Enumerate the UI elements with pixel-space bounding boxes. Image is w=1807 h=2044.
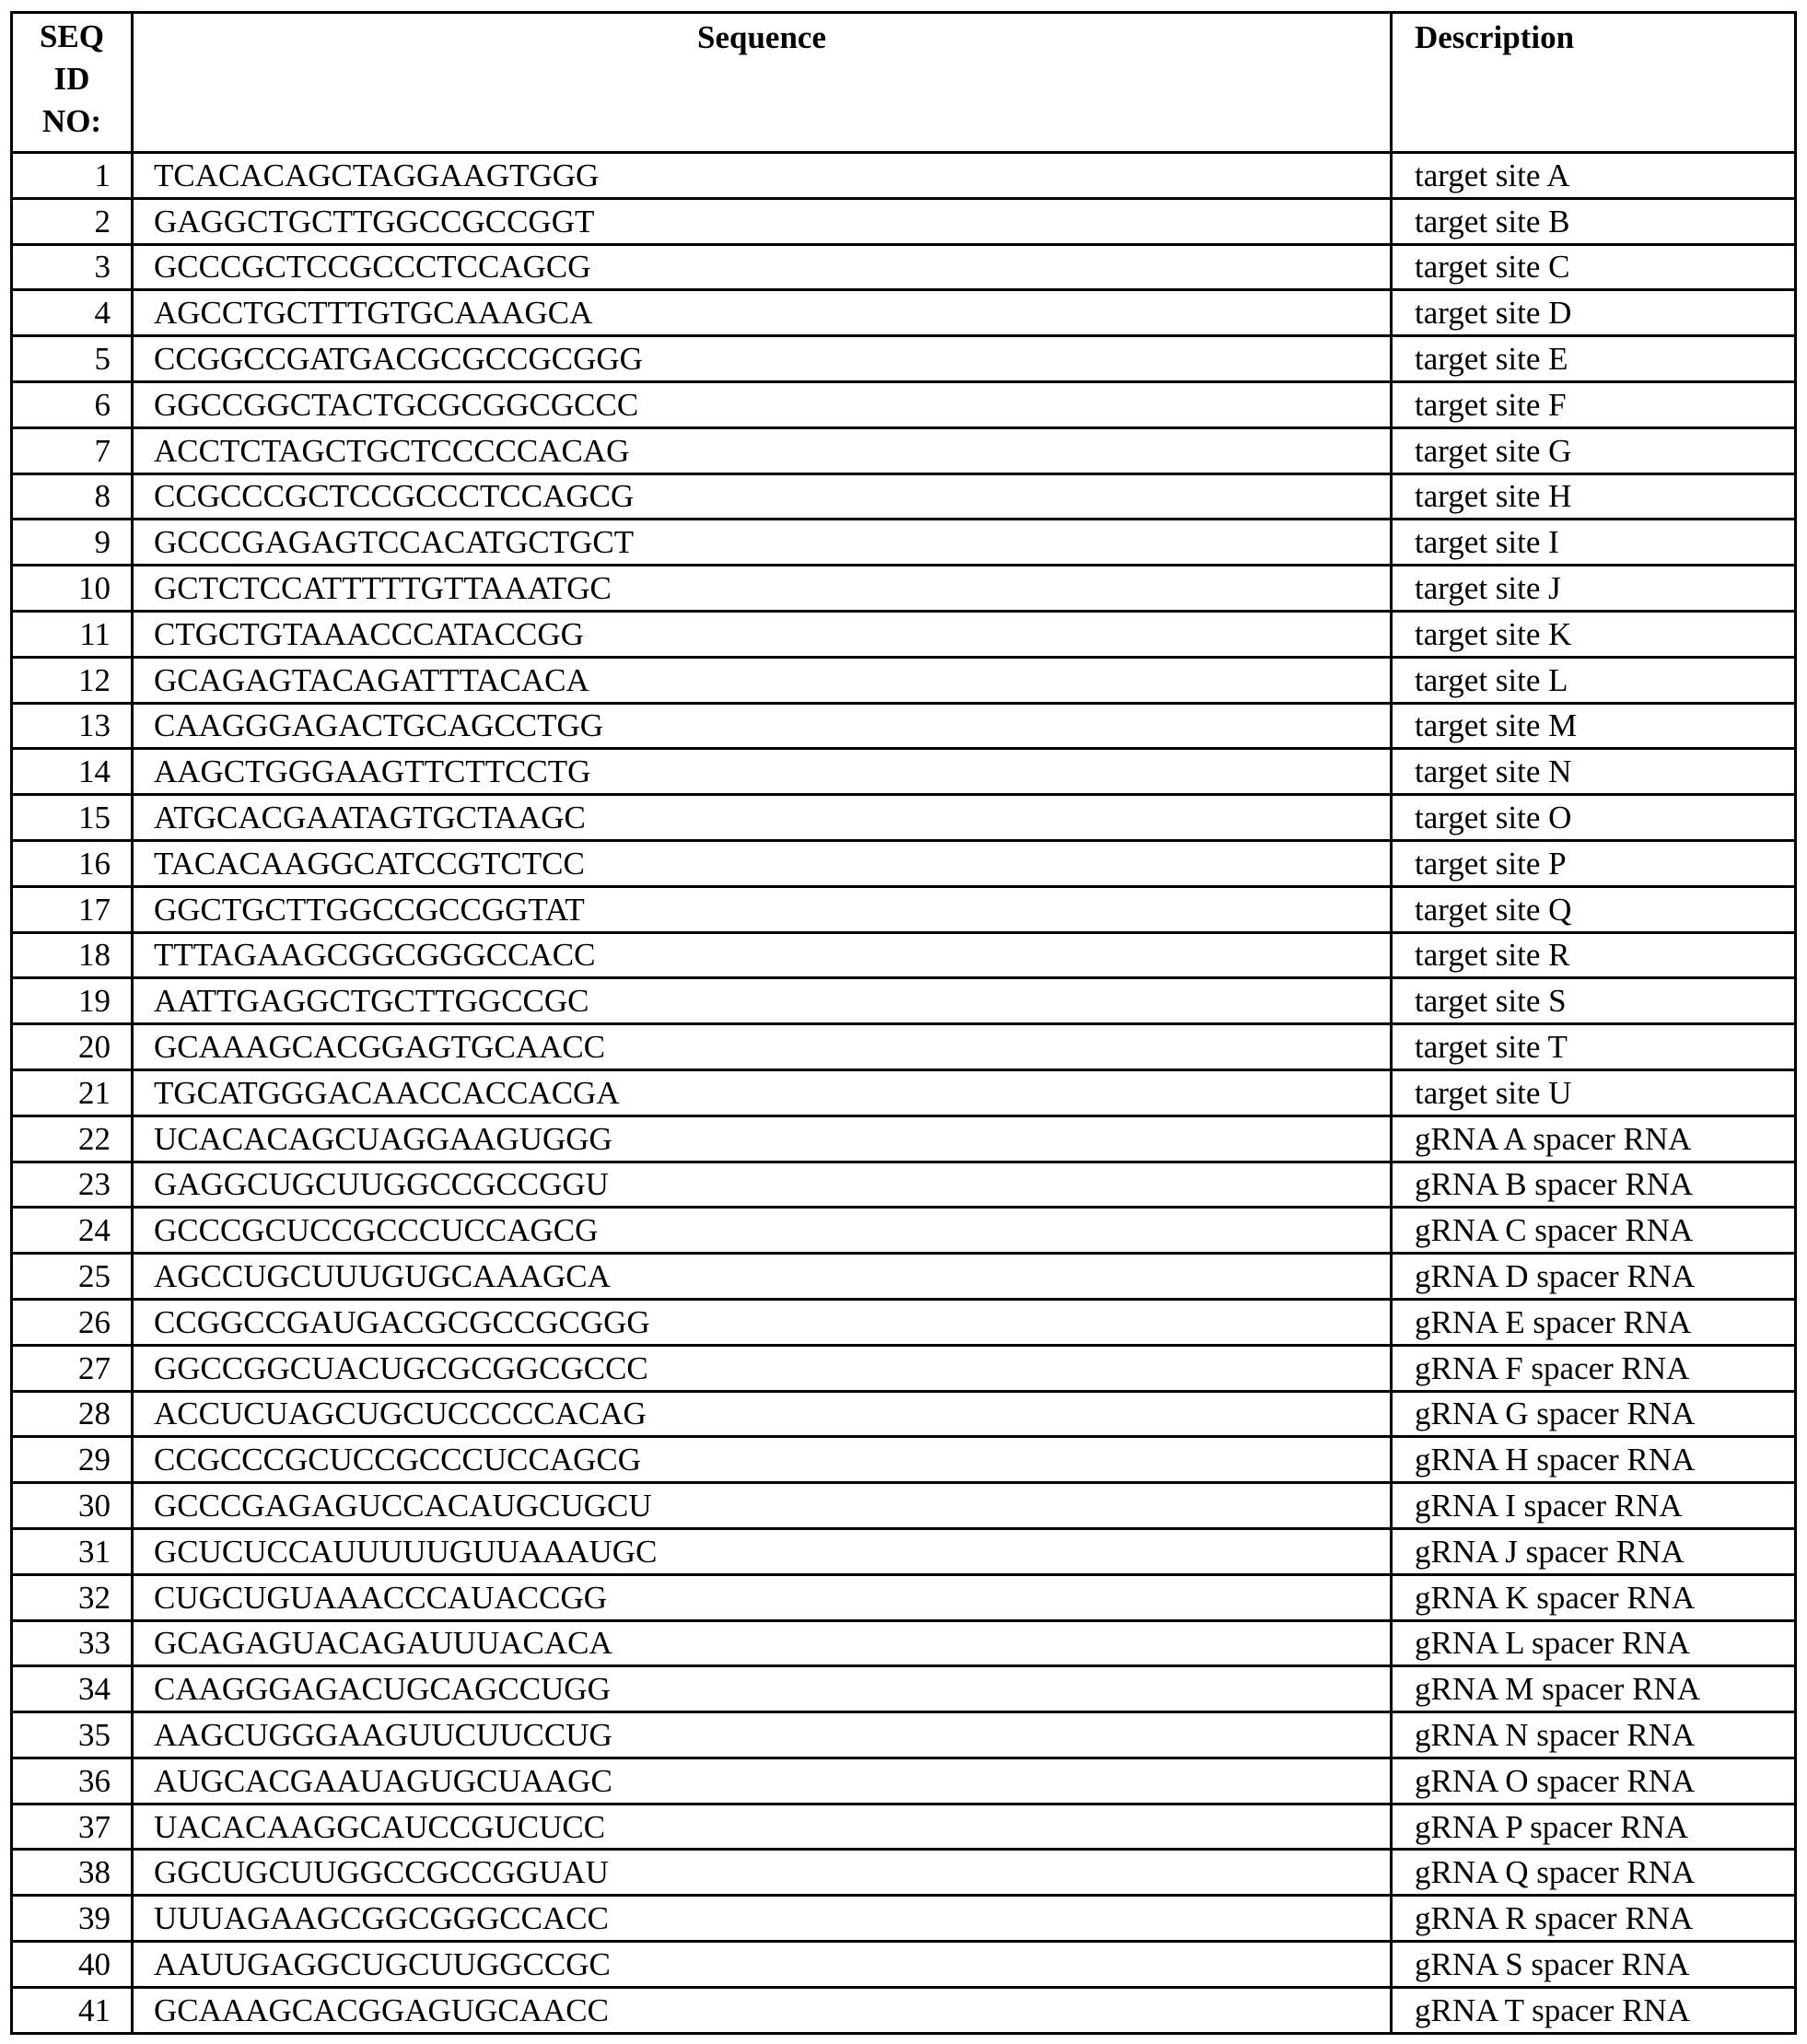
description-cell: gRNA B spacer RNA [1392,1162,1796,1208]
table-row [12,1483,1796,1529]
sequence-cell: CCGGCCGAUGACGCGCCGCGGG [133,1299,1392,1345]
description-cell: target site T [1392,1024,1796,1070]
description-cell: gRNA O spacer RNA [1392,1758,1796,1804]
table-row [12,1115,1796,1162]
table-row [12,886,1796,932]
sequence-cell: AGCCTGCTTTGTGCAAAGCA [133,290,1392,336]
description-cell: gRNA P spacer RNA [1392,1804,1796,1850]
sequence-cell: GCAGAGTACAGATTTACACA [133,657,1392,703]
table-row [12,1804,1796,1850]
table-body [12,153,1796,2034]
description-cell: target site G [1392,427,1796,473]
description-cell: target site A [1392,153,1796,199]
sequence-cell: GGCUGCUUGGCCGCCGGUAU [133,1850,1392,1896]
description-cell: target site F [1392,381,1796,427]
description-cell: gRNA F spacer RNA [1392,1345,1796,1391]
table-header [12,13,1796,153]
seq-id-cell: 23 [12,1162,133,1208]
description-cell: target site I [1392,520,1796,566]
seq-id-cell: 4 [12,290,133,336]
description-cell: gRNA I spacer RNA [1392,1483,1796,1529]
seq-id-cell: 29 [12,1437,133,1483]
seq-id-cell: 24 [12,1208,133,1254]
header-seq-id-line-2: ID [53,61,90,97]
seq-id-cell: 36 [12,1758,133,1804]
sequence-cell: GGCCGGCTACTGCGCGGCGCCC [133,381,1392,427]
description-cell: target site L [1392,657,1796,703]
seq-id-cell: 26 [12,1299,133,1345]
sequence-cell: UACACAAGGCAUCCGUCUCC [133,1804,1392,1850]
sequence-cell: CCGCCCGCUCCGCCCUCCAGCG [133,1437,1392,1483]
sequence-cell: UUUAGAAGCGGCGGGCCACC [133,1896,1392,1942]
seq-id-cell: 10 [12,566,133,612]
seq-id-cell: 40 [12,1942,133,1988]
seq-id-cell: 1 [12,153,133,199]
seq-id-cell: 28 [12,1391,133,1437]
sequence-cell: ATGCACGAATAGTGCTAAGC [133,795,1392,841]
table-row [12,703,1796,749]
sequence-cell: AATTGAGGCTGCTTGGCCGC [133,978,1392,1024]
seq-id-cell: 39 [12,1896,133,1942]
seq-id-cell: 27 [12,1345,133,1391]
sequence-cell: GGCTGCTTGGCCGCCGGTAT [133,886,1392,932]
table-row [12,1437,1796,1483]
table-row [12,290,1796,336]
sequence-cell: ACCUCUAGCUGCUCCCCCACAG [133,1391,1392,1437]
description-cell: target site E [1392,336,1796,382]
header-description: Description [1392,13,1796,153]
table-row [12,1987,1796,2033]
table-row [12,1208,1796,1254]
seq-id-cell: 13 [12,703,133,749]
sequence-cell: CAAGGGAGACUGCAGCCUGG [133,1666,1392,1712]
seq-id-cell: 9 [12,520,133,566]
seq-id-cell: 21 [12,1069,133,1115]
seq-id-cell: 5 [12,336,133,382]
seq-id-cell: 20 [12,1024,133,1070]
sequence-cell: GAGGCUGCUUGGCCGCCGGU [133,1162,1392,1208]
description-cell: gRNA D spacer RNA [1392,1254,1796,1300]
table-row [12,473,1796,520]
seq-id-cell: 6 [12,381,133,427]
seq-id-cell: 14 [12,749,133,795]
header-seq-id-line-3: NO: [41,103,102,139]
seq-id-cell: 33 [12,1620,133,1666]
seq-id-cell: 18 [12,932,133,978]
seq-id-cell: 2 [12,198,133,244]
seq-id-cell: 25 [12,1254,133,1300]
description-cell: target site S [1392,978,1796,1024]
sequence-cell: TGCATGGGACAACCACCACGA [133,1069,1392,1115]
table-row [12,336,1796,382]
sequence-cell: CTGCTGTAAACCCATACCGG [133,611,1392,657]
sequence-cell: AGCCUGCUUUGUGCAAAGCA [133,1254,1392,1300]
table-row [12,381,1796,427]
sequence-cell: CUGCUGUAAACCCAUACCGG [133,1574,1392,1620]
table-row [12,932,1796,978]
table-row [12,1391,1796,1437]
table-row [12,153,1796,199]
table-row [12,1850,1796,1896]
sequence-cell: CCGGCCGATGACGCGCCGCGGG [133,336,1392,382]
seq-id-cell: 37 [12,1804,133,1850]
description-cell: target site J [1392,566,1796,612]
description-cell: target site U [1392,1069,1796,1115]
description-cell: gRNA Q spacer RNA [1392,1850,1796,1896]
table-row [12,1758,1796,1804]
sequence-cell: AAUUGAGGCUGCUUGGCCGC [133,1942,1392,1988]
seq-id-cell: 32 [12,1574,133,1620]
description-cell: target site Q [1392,886,1796,932]
table-row [12,1069,1796,1115]
header-seq-id-no [12,13,133,153]
sequence-cell: AUGCACGAAUAGUGCUAAGC [133,1758,1392,1804]
sequence-cell: GCAAAGCACGGAGUGCAACC [133,1987,1392,2033]
description-cell: gRNA T spacer RNA [1392,1987,1796,2033]
table-row [12,520,1796,566]
table-row [12,1712,1796,1758]
description-cell: gRNA H spacer RNA [1392,1437,1796,1483]
table-row [12,657,1796,703]
sequence-cell: CCGCCCGCTCCGCCCTCCAGCG [133,473,1392,520]
sequence-cell: GAGGCTGCTTGGCCGCCGGT [133,198,1392,244]
description-cell: gRNA K spacer RNA [1392,1574,1796,1620]
header-sequence: Sequence [133,13,1392,153]
table-row [12,566,1796,612]
description-cell: gRNA J spacer RNA [1392,1528,1796,1574]
seq-id-cell: 19 [12,978,133,1024]
sequence-cell: GCUCUCCAUUUUUGUUAAAUGC [133,1528,1392,1574]
sequence-cell: GCCCGAGAGTCCACATGCTGCT [133,520,1392,566]
table-row [12,611,1796,657]
description-cell: gRNA A spacer RNA [1392,1115,1796,1162]
description-cell: target site R [1392,932,1796,978]
description-cell: gRNA L spacer RNA [1392,1620,1796,1666]
sequence-cell: GCCCGAGAGUCCACAUGCUGCU [133,1483,1392,1529]
description-cell: target site N [1392,749,1796,795]
sequence-cell: CAAGGGAGACTGCAGCCTGG [133,703,1392,749]
sequence-cell: ACCTCTAGCTGCTCCCCCACAG [133,427,1392,473]
description-cell: target site D [1392,290,1796,336]
table-row [12,1574,1796,1620]
description-cell: target site M [1392,703,1796,749]
table-row [12,840,1796,886]
description-cell: target site K [1392,611,1796,657]
description-cell: target site O [1392,795,1796,841]
sequence-table [10,11,1797,2035]
table-row [12,244,1796,290]
sequence-cell: UCACACAGCUAGGAAGUGGG [133,1115,1392,1162]
seq-id-cell: 12 [12,657,133,703]
seq-id-cell: 38 [12,1850,133,1896]
seq-id-cell: 22 [12,1115,133,1162]
seq-id-cell: 35 [12,1712,133,1758]
seq-id-cell: 16 [12,840,133,886]
seq-id-cell: 30 [12,1483,133,1529]
table-row [12,1942,1796,1988]
table-row [12,978,1796,1024]
table-row [12,1024,1796,1070]
table-row [12,198,1796,244]
table-row [12,1528,1796,1574]
table-row [12,1162,1796,1208]
seq-id-cell: 15 [12,795,133,841]
description-cell: gRNA G spacer RNA [1392,1391,1796,1437]
sequence-cell: GGCCGGCUACUGCGCGGCGCCC [133,1345,1392,1391]
table-row [12,1620,1796,1666]
sequence-cell: TCACACAGCTAGGAAGTGGG [133,153,1392,199]
header-row [12,13,1796,153]
description-cell: target site P [1392,840,1796,886]
seq-id-cell: 11 [12,611,133,657]
sequence-cell: TACACAAGGCATCCGTCTCC [133,840,1392,886]
sequence-cell: AAGCUGGGAAGUUCUUCCUG [133,1712,1392,1758]
description-cell: gRNA C spacer RNA [1392,1208,1796,1254]
table-row [12,427,1796,473]
table-row [12,1896,1796,1942]
header-seq-id-line-1: SEQ [39,18,105,54]
sequence-cell: AAGCTGGGAAGTTCTTCCTG [133,749,1392,795]
description-cell: gRNA M spacer RNA [1392,1666,1796,1712]
sequence-cell: GCCCGCUCCGCCCUCCAGCG [133,1208,1392,1254]
table-row [12,1666,1796,1712]
sequence-cell: GCCCGCTCCGCCCTCCAGCG [133,244,1392,290]
description-cell: gRNA S spacer RNA [1392,1942,1796,1988]
seq-id-cell: 17 [12,886,133,932]
sequence-cell: GCAAAGCACGGAGTGCAACC [133,1024,1392,1070]
seq-id-cell: 34 [12,1666,133,1712]
seq-id-cell: 8 [12,473,133,520]
table-row [12,749,1796,795]
table-row [12,1345,1796,1391]
sequence-cell: GCTCTCCATTTTTGTTAAATGC [133,566,1392,612]
description-cell: gRNA R spacer RNA [1392,1896,1796,1942]
table-row [12,795,1796,841]
description-cell: target site C [1392,244,1796,290]
table-row [12,1254,1796,1300]
seq-id-cell: 7 [12,427,133,473]
seq-id-cell: 3 [12,244,133,290]
table-row [12,1299,1796,1345]
description-cell: gRNA N spacer RNA [1392,1712,1796,1758]
description-cell: gRNA E spacer RNA [1392,1299,1796,1345]
seq-id-cell: 31 [12,1528,133,1574]
description-cell: target site H [1392,473,1796,520]
sequence-cell: TTTAGAAGCGGCGGGCCACC [133,932,1392,978]
sequence-cell: GCAGAGUACAGAUUUACACA [133,1620,1392,1666]
description-cell: target site B [1392,198,1796,244]
seq-id-cell: 41 [12,1987,133,2033]
